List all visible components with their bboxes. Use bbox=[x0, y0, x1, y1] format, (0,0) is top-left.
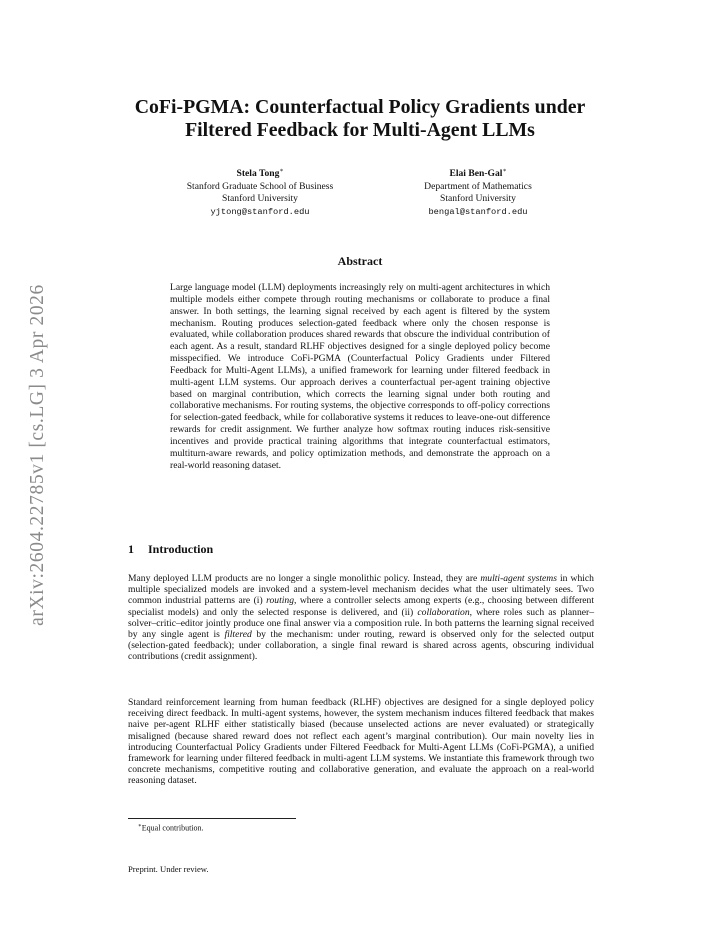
abstract-body: Large language model (LLM) deployments increasingly rely on multi-agent architectures in which multiple models either compete through routing mechanisms or collaborate to produce a final answer. In both settings, the learning signal received by each agent is filtered by the system mechanism. Routing produces selection-gated feedback where only the chosen response is evaluated, while collaboration produces shared rewards that obscure the individual contribution of each agent. As a result, standard RLHF objectives designed for a single deployed policy become misspecified. We introduce CoFi-PGMA (Counterfactual Policy Gradients under Filtered Feedback for Multi-Agent LLMs), a unified framework for learning under filtered feedback in multi-agent LLM systems. Our approach derives a counterfactual per-agent training objective based on marginal contribution, which corrects the learning signal under both routing and collaborative mechanisms. For routing systems, the objective corresponds to off-policy corrections for selection-gated feedback, while for collaborative systems it reduces to leave-one-out difference rewards for credit assignment. We further analyze how softmax routing induces risk-sensitive incentives and provide practical training algorithms that integrate counterfactual estimators, multiturn-aware rewards, and policy optimization methods, and demonstrate the approach on a real-world reasoning dataset. bbox=[170, 282, 550, 471]
footnote bbox=[138, 823, 204, 833]
section-heading bbox=[128, 542, 213, 557]
footnote-rule bbox=[128, 818, 296, 819]
emphasis-text: filtered bbox=[224, 629, 252, 641]
text-run: in which multiple specialized models are invoked and a system-level mechanism decides what the user ultimately sees. Two common industrial patterns are (i) bbox=[128, 573, 594, 607]
section-title: Introduction bbox=[148, 542, 214, 556]
emphasis-text: collaboration bbox=[417, 606, 470, 618]
author-email[interactable]: yjtong@stanford.edu bbox=[210, 206, 310, 217]
text-run: , where a controller selects among experts (e.g., choosing between different specialist models) and only the selected response is delivered, and (ii) bbox=[128, 595, 594, 618]
author-affiliation: Stanford Graduate School of Business bbox=[186, 180, 334, 192]
preprint-notice: Preprint. Under review. bbox=[128, 864, 209, 874]
section-number: 1 bbox=[128, 542, 134, 556]
title-line-2: Filtered Feedback for Multi-Agent LLMs bbox=[185, 119, 535, 141]
emphasis-text: routing bbox=[266, 595, 295, 607]
author-block-2 bbox=[363, 168, 593, 218]
author-name: Elai Ben-Gal bbox=[449, 168, 503, 179]
author-institution: Stanford University bbox=[440, 193, 516, 204]
arxiv-stamp-text: arXiv:2604.22785v1 [cs.LG] 3 Apr 2026 bbox=[27, 284, 48, 626]
title-line-1: CoFi-PGMA: Counterfactual Policy Gradients under bbox=[134, 96, 586, 118]
author-name: Stela Tong bbox=[236, 168, 280, 179]
author-institution: Stanford University bbox=[222, 193, 298, 204]
text-run: Many deployed LLM products are no longer a single monolithic policy. Instead, they are bbox=[128, 573, 481, 584]
footnote-mark: ∗ bbox=[138, 823, 142, 829]
author-block-1 bbox=[145, 168, 375, 218]
emphasis-text: multi-agent systems bbox=[480, 573, 557, 584]
arxiv-identifier-stamp bbox=[20, 265, 56, 645]
abstract-heading: Abstract bbox=[337, 254, 383, 268]
intro-paragraph-1 bbox=[128, 573, 594, 663]
equal-contribution-mark: ∗ bbox=[279, 167, 284, 174]
footnote-text: Equal contribution. bbox=[141, 823, 204, 833]
intro-paragraph-2: Standard reinforcement learning from human feedback (RLHF) objectives are designed for a single deployed policy receiving direct feedback. In multi-agent systems, however, the system mechanism induces filtered feedback that makes naive per-agent RLHF either statistically biased (because unselected actions are never evaluated) or strategically misaligned (because shared reward does not reflect each agent’s marginal contribution). Our main novelty lies in introducing Counterfactual Policy Gradients under Filtered Feedback for Multi-Agent LLMs (CoFi-PGMA), a unified framework for learning under filtered feedback in multi-agent LLM systems. We instantiate this framework through two concrete mechanisms, competitive routing and collaborative generation, and evaluate the approach on a real-world reasoning dataset. bbox=[128, 697, 594, 787]
author-affiliation: Department of Mathematics bbox=[424, 180, 532, 192]
author-email[interactable]: bengal@stanford.edu bbox=[428, 206, 528, 217]
text-run: by the mechanism: under routing, reward is observed only for the selected output (selection-gated feedback); under collaboration, a single final reward is shared across agents, obscuring individual contributions (credit assignment). bbox=[128, 629, 594, 663]
equal-contribution-mark: ∗ bbox=[502, 167, 507, 174]
text-run: , where roles such as planner–solver–critic–editor jointly produce one final answer via a composition rule. In both patterns the learning signal received by any single agent is bbox=[128, 606, 594, 641]
paper-title bbox=[110, 96, 610, 142]
